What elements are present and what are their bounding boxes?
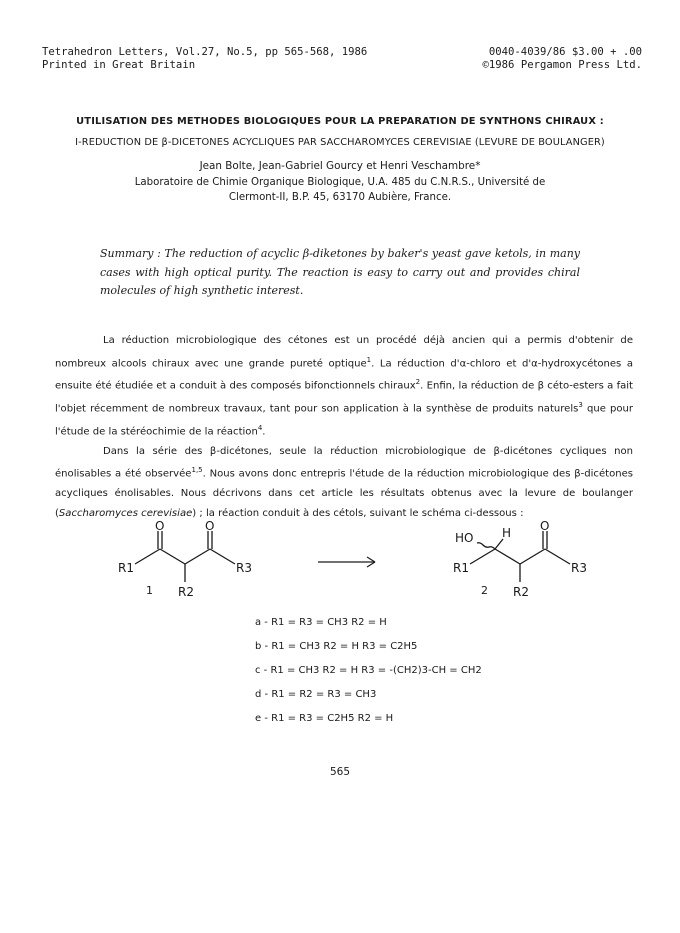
copyright: ©1986 Pergamon Press Ltd. — [482, 59, 642, 71]
reaction-arrow — [318, 557, 375, 567]
issn-price: 0040-4039/86 $3.00 + .00 — [488, 46, 642, 58]
reaction-scheme — [100, 520, 600, 610]
compound-b: b - R1 = CH3 R2 = H R3 = C2H5 — [255, 641, 418, 652]
compound-number-2: 2 — [481, 584, 488, 597]
ref: 3 — [578, 401, 583, 410]
ref: 1,5 — [191, 466, 203, 475]
ref: 4 — [257, 424, 263, 433]
paragraph-2: Dans la série des β-dicétones, seule la réduction microbiologique de β-dicétones cycliques non énolisables a été observée$^{1,5}$. Nous avons donc entrepris l'étude de la réduction microbiologique des β-dicétones acycliques énolisables. Nous décrivons dans cet article les résultats obtenus avec la levure de boulanger (Saccharomyces cerevisiae) ; la réaction conduit à des cétols, suivant le schéma ci-dessous : — [55, 445, 634, 519]
r3-label: R3 — [236, 561, 252, 575]
summary: Summary : The reduction of acyclic β-diketones by baker's yeast gave ketols, in many cases with high optical purity. The reaction is easy to carry out and provides chiral molecules of high synthetic interest. — [100, 247, 580, 297]
paper-title: UTILISATION DES METHODES BIOLOGIQUES POUR LA PREPARATION DE SYNTHONS CHIRAUX : — [76, 116, 604, 127]
oxygen-label: O — [155, 520, 165, 533]
title-block — [0, 116, 680, 203]
oxygen-label: O — [540, 520, 550, 533]
compound-number-1: 1 — [146, 584, 153, 597]
journal-citation: Tetrahedron Letters, Vol.27, No.5, pp 565-568, 1986 — [42, 46, 368, 58]
compound-e: e - R1 = R3 = C2H5 R2 = H — [255, 713, 394, 724]
diketone-structure — [135, 531, 235, 582]
compound-d: d - R1 = R2 = R3 = CH3 — [255, 689, 377, 700]
species-name: Saccharomyces cerevisiae — [58, 507, 193, 519]
affiliation-line-2: Clermont-II, B.P. 45, 63170 Aubière, France. — [228, 192, 452, 203]
hydrogen-label: H — [502, 526, 512, 540]
r1-label: R1 — [118, 561, 134, 575]
ref: 1 — [366, 355, 372, 364]
authors: Jean Bolte, Jean-Gabriel Gourcy et Henri Veschambre* — [199, 160, 481, 172]
ref: 2 — [415, 378, 421, 387]
r2-label: R2 — [178, 585, 194, 599]
page-number: 565 — [329, 766, 351, 778]
printed-location: Printed in Great Britain — [42, 59, 196, 71]
journal-header — [42, 46, 642, 72]
r1-label: R1 — [453, 561, 469, 575]
ketol-structure — [470, 531, 570, 582]
paragraph-1: La réduction microbiologique des cétones est un procédé déjà ancien qui a permis d'obtenir de nombreux alcools chiraux avec une grande pureté optique$^1$. La réduction d'α-chloro et d'α-hydroxycétones a ensuite été étudiée et a conduit à des composés bifonctionnels chiraux$^2$. Enfin, la réduction de β céto-esters a fait l'objet récemment de nombreux travaux, tant pour son application à la synthèse de produits naturels$^3$ que pour l'étude de la stéréochimie de la réaction$^4$. — [55, 335, 634, 438]
hydroxyl-label: HO — [455, 531, 474, 545]
oxygen-label: O — [205, 520, 215, 533]
r2-label: R2 — [513, 585, 529, 599]
compound-list — [255, 611, 482, 731]
compound-a: a - R1 = R3 = CH3 R2 = H — [255, 617, 387, 628]
compound-c: c - R1 = CH3 R2 = H R3 = -(CH2)3-CH = CH2 — [255, 665, 482, 676]
r3-label: R3 — [571, 561, 587, 575]
affiliation-line-1: Laboratoire de Chimie Organique Biologique, U.A. 485 du C.N.R.S., Université de — [134, 177, 546, 188]
paper-subtitle: I-REDUCTION DE β-DICETONES ACYCLIQUES PAR SACCHAROMYCES CEREVISIAE (LEVURE DE BOULANGER) — [75, 137, 605, 148]
body-text — [55, 331, 633, 523]
